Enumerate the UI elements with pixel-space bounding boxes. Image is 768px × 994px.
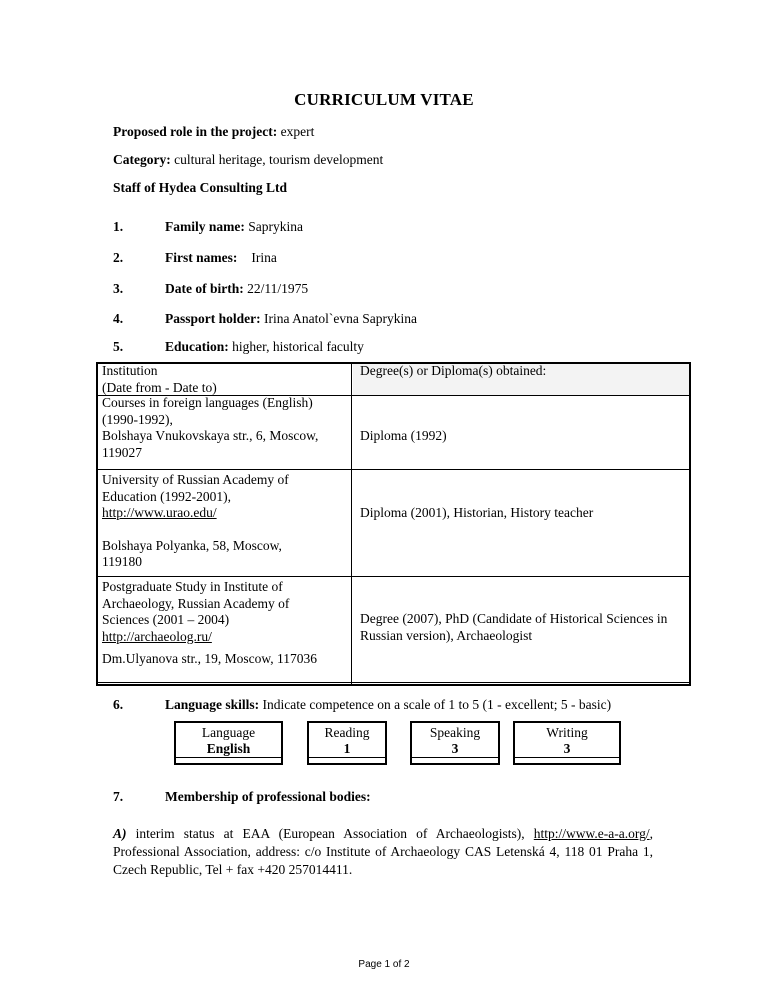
header-dates-text: (Date from - Date to): [102, 379, 217, 395]
date-of-birth-label: Date of birth:: [165, 281, 244, 296]
language-header: Language: [201, 725, 256, 740]
membership-label: Membership of professional bodies:: [165, 789, 371, 804]
membership-a-label: A): [113, 826, 127, 841]
header-institution: [102, 363, 217, 396]
passport-holder-label: Passport holder:: [165, 311, 261, 326]
first-names-label: First names:: [165, 250, 238, 265]
family-name-label: Family name:: [165, 219, 245, 234]
speaking-value: 3: [451, 741, 459, 756]
date-of-birth-value: 22/11/1975: [243, 281, 309, 296]
item-number: 5.: [113, 339, 124, 354]
page-footer: Page 1 of 2: [358, 959, 410, 970]
eaa-link[interactable]: http://www.e-a-a.org/: [533, 826, 650, 841]
institution-line: Sciences (2001 – 2004): [102, 612, 230, 627]
item-number: 4.: [113, 311, 124, 326]
item-number: 2.: [113, 250, 124, 265]
institution-line: Archaeology, Russian Academy of: [102, 595, 290, 611]
institution-line: Bolshaya Polyanka, 58, Moscow,: [102, 537, 282, 553]
institution-line: 119027: [102, 444, 142, 460]
degree-line: Russian version), Archaeologist: [360, 627, 533, 643]
education-row-1-institution: [102, 395, 318, 461]
passport-holder-value: Irina Anatol`evna Saprykina: [260, 311, 417, 326]
membership-a-text-2: , Professional Association, address: c/o Institute of Archaeology CAS Letenská 4, 118 01 Praha 1, Czech Republic, Tel + fax +420 257014411.: [113, 826, 653, 877]
membership-paragraph: [113, 825, 653, 879]
writing-cell: [513, 721, 621, 765]
row-divider: [98, 682, 689, 683]
page-title: CURRICULUM VITAE: [294, 90, 474, 109]
item-number: 7.: [113, 789, 124, 804]
education-line: [165, 339, 364, 355]
institution-line: Education (1992-2001),: [102, 488, 231, 504]
speaking-header: Speaking: [429, 725, 481, 740]
education-value: higher, historical faculty: [228, 339, 364, 354]
row-divider: [515, 757, 619, 758]
date-of-birth-line: [165, 281, 308, 297]
header-degree: Degree(s) or Diploma(s) obtained:: [360, 363, 547, 378]
institution-line: Bolshaya Vnukovskaya str., 6, Moscow,: [102, 428, 319, 443]
proposed-role-line: [113, 124, 314, 140]
language-skills-label: Language skills:: [165, 697, 260, 712]
education-row-3-degree: [360, 611, 667, 644]
reading-cell: [307, 721, 387, 765]
staff-label: Staff of Hydea Consulting Ltd: [113, 180, 288, 195]
education-table: [96, 362, 691, 686]
institution-line: Courses in foreign languages (English): [102, 395, 313, 410]
passport-holder-line: [165, 311, 417, 327]
language-skills-desc: Indicate competence on a scale of 1 to 5 (1 - excellent; 5 - basic): [259, 697, 612, 712]
language-value: English: [206, 741, 251, 756]
row-divider: [309, 757, 385, 758]
column-divider: [351, 364, 352, 684]
education-row-2-institution: [102, 472, 289, 571]
education-label: Education:: [165, 339, 229, 354]
education-row-2-degree: Diploma (2001), Historian, History teacher: [360, 505, 594, 520]
writing-header: Writing: [546, 725, 588, 740]
proposed-role-label: Proposed role in the project:: [113, 124, 278, 139]
education-row-3-institution: [102, 579, 317, 668]
writing-value: 3: [563, 741, 571, 756]
row-divider: [412, 757, 498, 758]
reading-value: 1: [343, 741, 351, 756]
family-name-line: [165, 219, 303, 235]
archaeolog-link[interactable]: http://archaeolog.ru/: [102, 628, 212, 644]
row-divider: [98, 469, 689, 470]
language-skills-line: [165, 697, 611, 713]
language-cell: [174, 721, 283, 765]
institution-line: Postgraduate Study in Institute of: [102, 579, 283, 594]
row-divider: [98, 576, 689, 577]
category-value: cultural heritage, tourism development: [170, 152, 384, 167]
header-institution-text: Institution: [102, 363, 158, 378]
item-number: 6.: [113, 697, 124, 712]
proposed-role-value: expert: [277, 124, 315, 139]
first-names-value: Irina: [251, 250, 277, 265]
membership-a-text-1: interim status at EAA (European Association of Archaeologists),: [126, 826, 534, 841]
first-names-line: [165, 250, 277, 266]
family-name-value: Saprykina: [244, 219, 303, 234]
institution-line: Dm.Ulyanova str., 19, Moscow, 117036: [102, 651, 317, 666]
membership-line: [165, 789, 371, 805]
institution-line: University of Russian Academy of: [102, 472, 289, 487]
category-line: [113, 152, 383, 168]
item-number: 1.: [113, 219, 124, 234]
university-link[interactable]: http://www.urao.edu/: [102, 505, 217, 520]
category-label: Category:: [113, 152, 171, 167]
education-row-1-degree: Diploma (1992): [360, 428, 447, 443]
item-number: 3.: [113, 281, 124, 296]
staff-line: [113, 180, 287, 196]
row-divider: [176, 757, 281, 758]
speaking-cell: [410, 721, 500, 765]
reading-header: Reading: [324, 725, 370, 740]
institution-line: 119180: [102, 554, 142, 569]
degree-line: Degree (2007), PhD (Candidate of Historical Sciences in: [360, 611, 668, 626]
institution-line: (1990-1992),: [102, 411, 173, 427]
